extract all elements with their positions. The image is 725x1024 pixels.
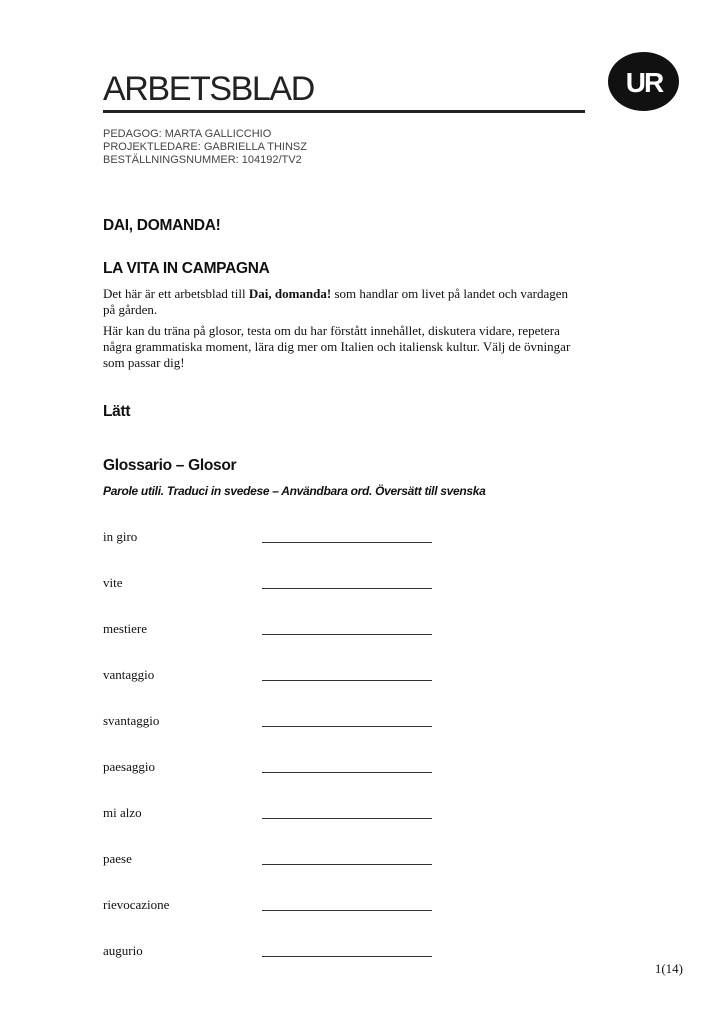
vocab-row xyxy=(103,943,443,989)
vocab-row xyxy=(103,805,443,851)
vocab-row xyxy=(103,667,443,713)
vocab-row xyxy=(103,759,443,805)
answer-line[interactable] xyxy=(262,634,432,635)
meta-order-number: BESTÄLLNINGSNUMMER: 104192/TV2 xyxy=(103,154,302,166)
intro-text-end: som handlar om livet på landet och vardagen på gården. xyxy=(103,286,569,317)
glossary-instruction: Parole utili. Traduci in svedese – Användbara ord. Översätt till svenska xyxy=(103,484,486,498)
glossary-heading: Glossario – Glosor xyxy=(103,457,237,474)
vocab-word: vite xyxy=(103,575,123,590)
vocab-word: svantaggio xyxy=(103,713,160,728)
ur-logo-mark xyxy=(619,67,669,97)
intro-program-name: Dai, domanda! xyxy=(248,286,332,301)
answer-line[interactable] xyxy=(262,956,432,957)
ur-logo xyxy=(608,52,679,111)
vocab-row xyxy=(103,713,443,759)
vocab-word: mestiere xyxy=(103,621,148,636)
vocab-row xyxy=(103,529,443,575)
vocab-word: paesaggio xyxy=(103,759,155,774)
answer-line[interactable] xyxy=(262,680,432,681)
answer-line[interactable] xyxy=(262,588,432,589)
vocab-row xyxy=(103,621,443,667)
episode-heading: LA VITA IN CAMPAGNA xyxy=(103,260,270,277)
answer-line[interactable] xyxy=(262,726,432,727)
vocab-word: rievocazione xyxy=(103,897,170,912)
vocab-row xyxy=(103,575,443,621)
intro-paragraph xyxy=(103,286,573,318)
description-paragraph: Här kan du träna på glosor, testa om du har förstått innehållet, diskutera vidare, repetera några grammatiska moment, lära dig mer om Italien och italiensk kultur. Välj de övningar som passar dig! xyxy=(103,323,571,370)
program-heading: DAI, DOMANDA! xyxy=(103,217,221,234)
vocab-word: in giro xyxy=(103,529,138,544)
answer-line[interactable] xyxy=(262,864,432,865)
vocab-word: augurio xyxy=(103,943,143,958)
intro-text-start: Det här är ett arbetsblad till xyxy=(103,286,249,301)
vocab-word: mi alzo xyxy=(103,805,142,820)
vocab-row xyxy=(103,897,443,943)
vocab-word: vantaggio xyxy=(103,667,155,682)
document-title: ARBETSBLAD xyxy=(103,70,314,108)
answer-line[interactable] xyxy=(262,542,432,543)
answer-line[interactable] xyxy=(262,818,432,819)
meta-projektledare: PROJEKTLEDARE: GABRIELLA THINSZ xyxy=(103,141,307,153)
meta-pedagog: PEDAGOG: MARTA GALLICCHIO xyxy=(103,128,272,140)
page-number: 1(14) xyxy=(654,961,683,976)
answer-line[interactable] xyxy=(262,772,432,773)
ur-logo-text: UR xyxy=(625,66,662,97)
vocab-row xyxy=(103,851,443,897)
document-meta xyxy=(103,128,307,167)
title-underline xyxy=(103,110,585,113)
answer-line[interactable] xyxy=(262,910,432,911)
vocab-word: paese xyxy=(103,851,132,866)
vocabulary-list xyxy=(103,529,443,989)
level-heading: Lätt xyxy=(103,403,131,420)
